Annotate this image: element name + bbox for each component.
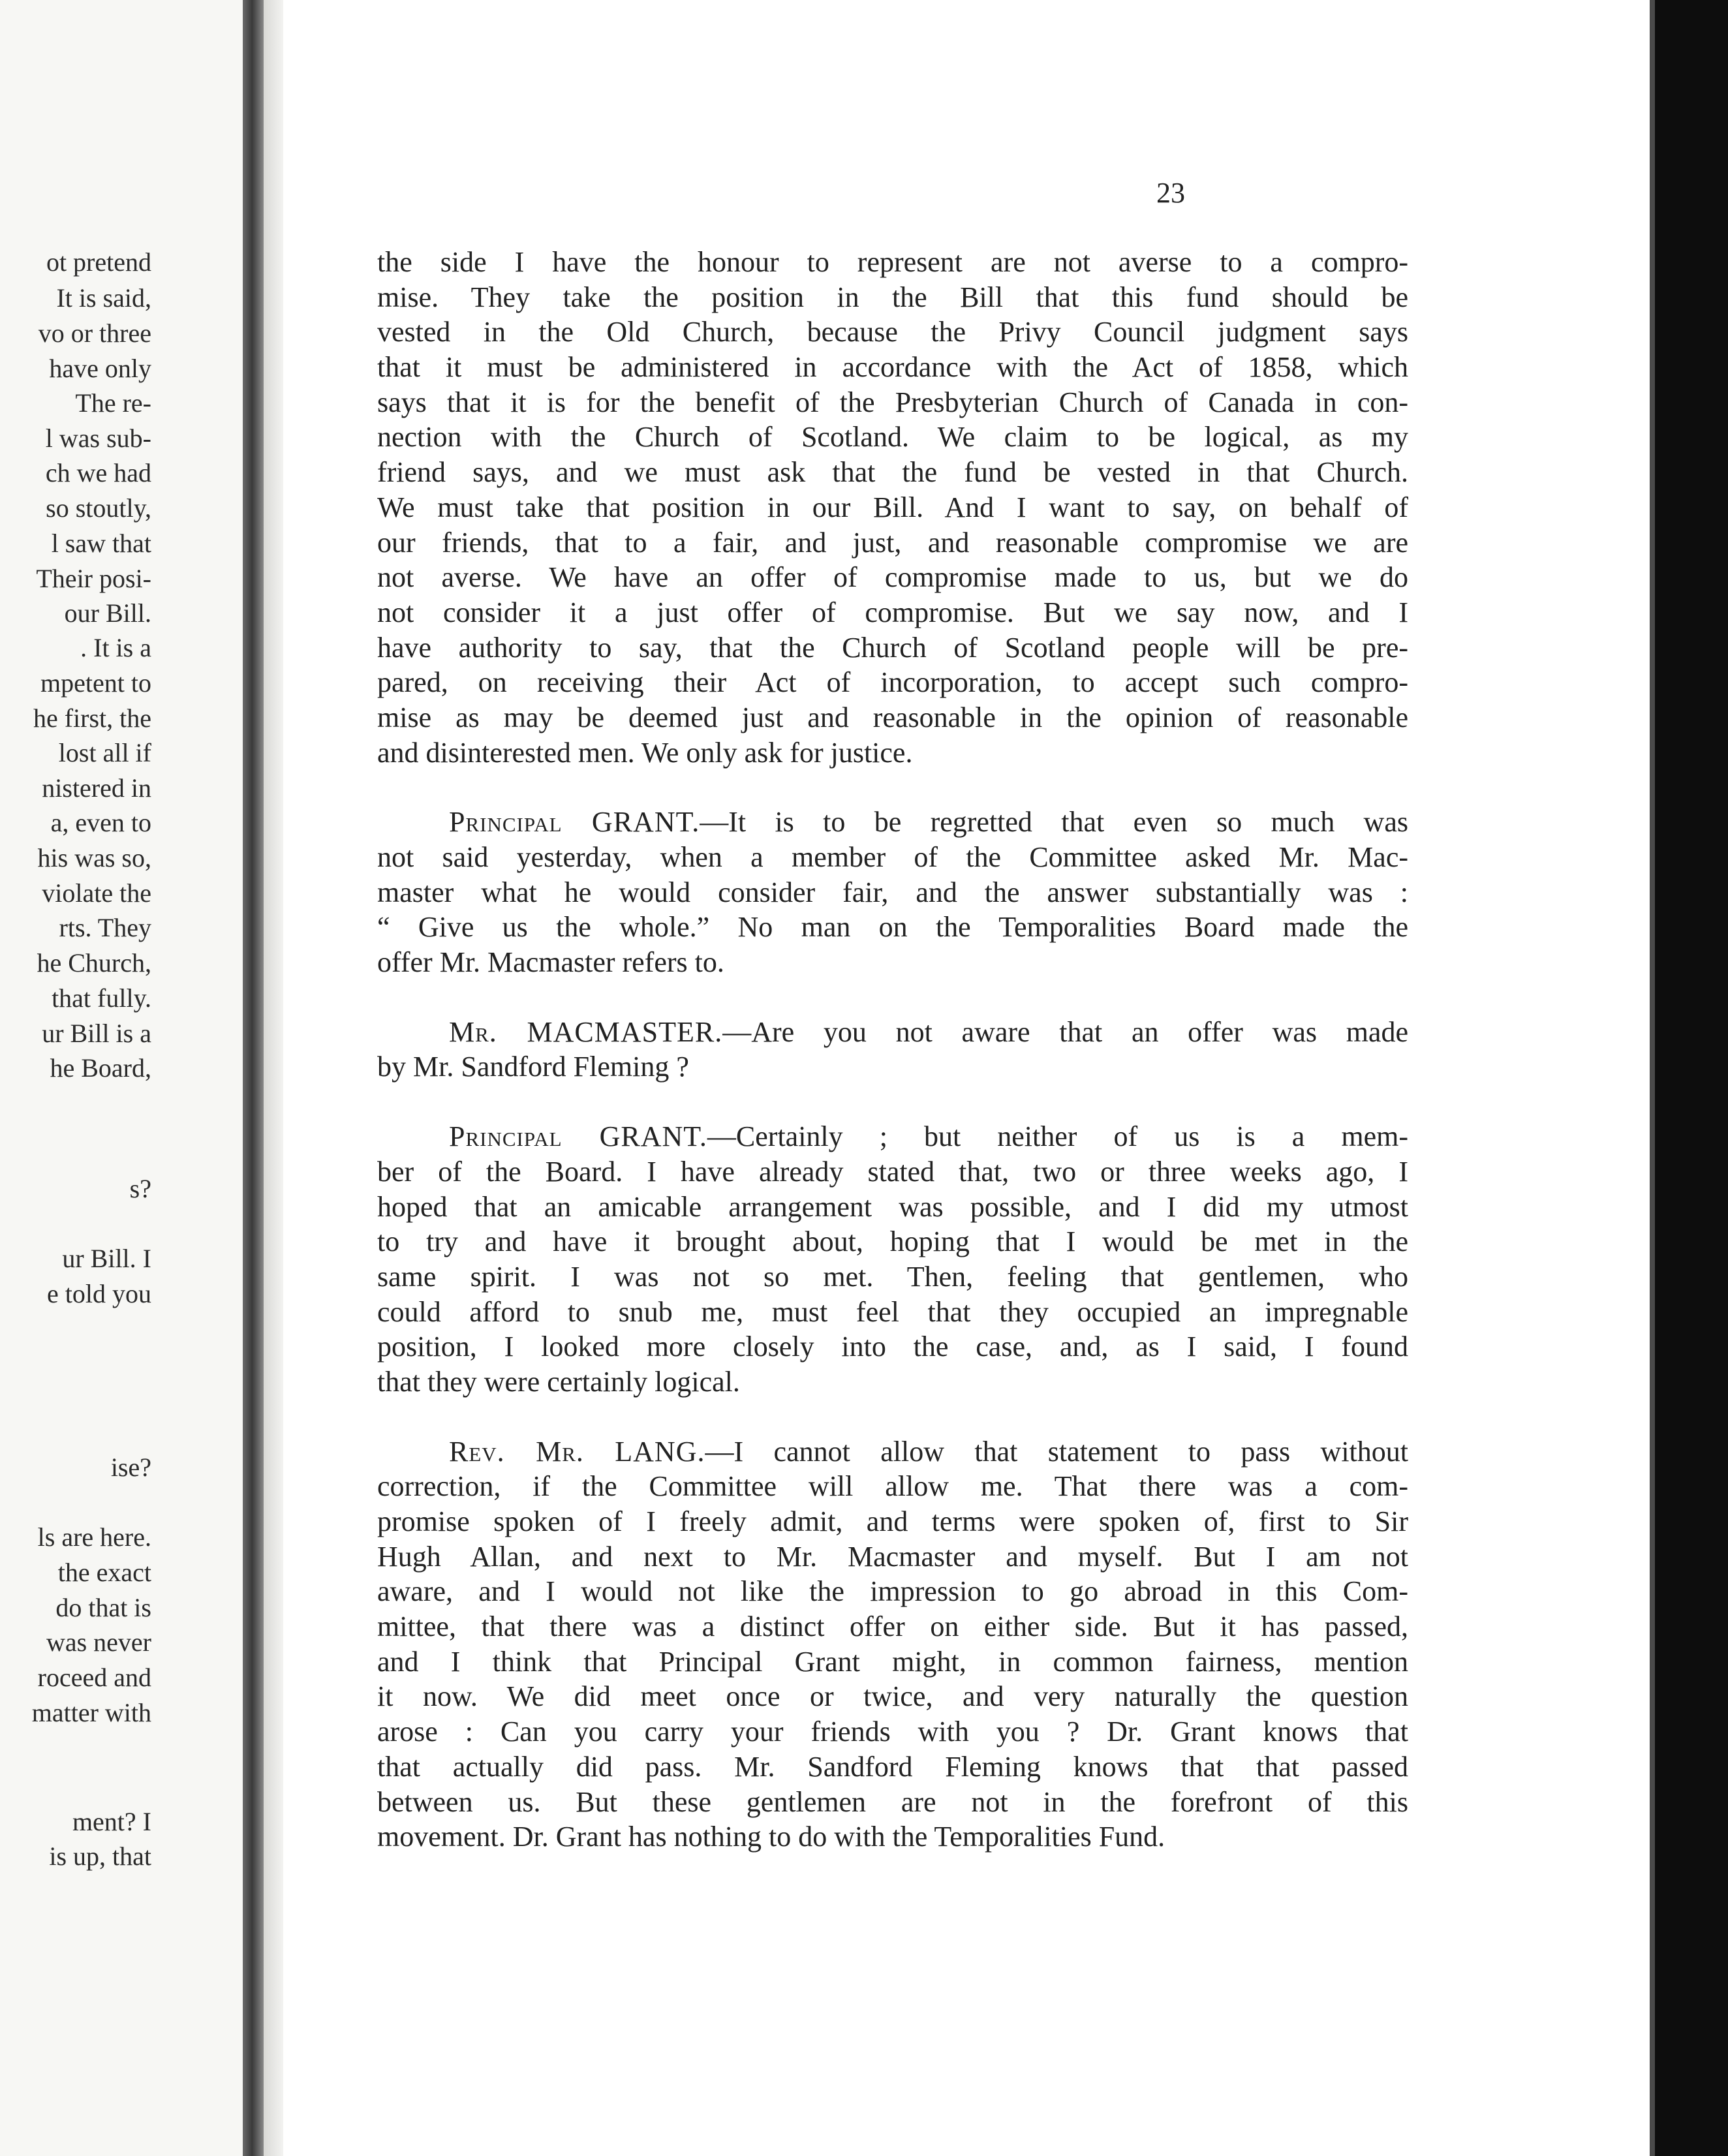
facing-page	[0, 0, 243, 2156]
text-line: master what he would consider fair, and the answer substantially was :	[377, 876, 1408, 908]
facing-page-line: our Bill.	[64, 598, 151, 628]
paragraph	[377, 1119, 1408, 1400]
text-line: it now. We did meet once or twice, and very naturally the question	[377, 1680, 1408, 1713]
gutter-shadow	[264, 0, 283, 2156]
text-line: movement. Dr. Grant has nothing to do with the Temporalities Fund.	[377, 1821, 1165, 1853]
speaker-name: Principal GRANT.	[449, 1120, 707, 1153]
facing-page-line: mpetent to	[40, 668, 151, 698]
text-line: We must take that position in our Bill. And I want to say, on behalf of	[377, 491, 1408, 523]
paragraph-gap	[377, 980, 1408, 1015]
scan-edge	[1650, 0, 1728, 2156]
text-line: have authority to say, that the Church of Scotland people will be pre-	[377, 631, 1408, 664]
paragraph-gap	[377, 1085, 1408, 1119]
text-line: says that it is for the benefit of the Presbyterian Church of Canada in con-	[377, 386, 1408, 418]
facing-page-line: nistered in	[42, 773, 151, 803]
text-line: by Mr. Sandford Fleming ?	[377, 1051, 689, 1083]
text-line: Hugh Allan, and next to Mr. Macmaster and myself. But I am not	[377, 1540, 1408, 1573]
facing-page-line: roceed and	[37, 1663, 151, 1692]
text-line: correction, if the Committee will allow me. That there was a com-	[377, 1470, 1408, 1503]
facing-page-line: e told you	[47, 1279, 151, 1308]
text-line: mise. They take the position in the Bill that this fund should be	[377, 281, 1408, 313]
text-line: pared, on receiving their Act of incorporation, to accept such compro-	[377, 666, 1408, 699]
text-line: not averse. We have an offer of compromise made to us, but we do	[377, 561, 1408, 594]
text-line: mittee, that there was a distinct offer on either side. But it has passed,	[377, 1610, 1408, 1643]
facing-page-line: ise?	[110, 1453, 151, 1482]
text-line: position, I looked more closely into the case, and, as I said, I found	[377, 1331, 1408, 1363]
text-line: promise spoken of I freely admit, and terms were spoken of, first to Sir	[377, 1505, 1408, 1537]
paragraph	[377, 245, 1408, 770]
speech-lead: —Are you not aware that an offer was made	[722, 1015, 1408, 1048]
facing-page-line: he Church,	[37, 948, 151, 978]
body-text	[377, 245, 1408, 1855]
facing-page-line: do that is	[55, 1593, 151, 1622]
text-line: same spirit. I was not so met. Then, feeling that gentlemen, who	[377, 1260, 1408, 1293]
facing-page-line: ls are here.	[37, 1522, 151, 1552]
facing-page-line: is up, that	[49, 1841, 151, 1871]
facing-page-line: ment? I	[72, 1807, 151, 1836]
text-line: offer Mr. Macmaster refers to.	[377, 946, 724, 979]
text-line: and I think that Principal Grant might, in common fairness, mention	[377, 1645, 1408, 1678]
text-line: friend says, and we must ask that the fund be vested in that Church.	[377, 456, 1408, 489]
facing-page-line: s?	[129, 1174, 151, 1203]
facing-page-line: have only	[49, 354, 151, 383]
facing-page-line: . It is a	[80, 633, 151, 662]
speaker-name: Principal GRANT.	[449, 806, 700, 839]
facing-page-line: Their posi-	[36, 564, 151, 593]
paragraph-first-line	[377, 1434, 1408, 1470]
facing-page-line: lost all if	[58, 738, 151, 767]
text-line: ber of the Board. I have already stated that, two or three weeks ago, I	[377, 1155, 1408, 1188]
speech-lead: —It is to be regretted that even so much was	[700, 806, 1408, 839]
paragraph-first-line	[377, 1119, 1408, 1154]
text-line: vested in the Old Church, because the Privy Council judgment says	[377, 316, 1408, 348]
text-line: to try and have it brought about, hoping that I would be met in the	[377, 1225, 1408, 1258]
binding-gutter	[243, 0, 264, 2156]
facing-page-line: violate the	[42, 878, 151, 908]
text-line: hoped that an amicable arrangement was possible, and I did my utmost	[377, 1190, 1408, 1223]
text-line: aware, and I would not like the impression to go abroad in this Com-	[377, 1575, 1408, 1608]
facing-page-line: ur Bill. I	[62, 1244, 151, 1273]
paragraph-gap	[377, 1400, 1408, 1434]
paragraph-first-line	[377, 805, 1408, 840]
facing-page-line: ch we had	[45, 458, 151, 487]
facing-page-line: l saw that	[51, 529, 151, 558]
speech-lead: —Certainly ; but neither of us is a mem-	[707, 1120, 1408, 1153]
text-line: “ Give us the whole.” No man on the Temporalities Board made the	[377, 911, 1408, 944]
text-line: our friends, that to a fair, and just, and reasonable compromise we are	[377, 526, 1408, 559]
text-line: could afford to snub me, must feel that they occupied an impregnable	[377, 1295, 1408, 1328]
facing-page-line: ur Bill is a	[42, 1019, 151, 1048]
text-line: that actually did pass. Mr. Sandford Fleming knows that that passed	[377, 1750, 1408, 1783]
text-line: mise as may be deemed just and reasonable in the opinion of reasonable	[377, 701, 1408, 733]
speech-lead: —I cannot allow that statement to pass without	[705, 1435, 1408, 1468]
speaker-name: Mr. MACMASTER.	[449, 1015, 723, 1048]
text-line: not consider it a just offer of compromise. But we say now, and I	[377, 596, 1408, 628]
facing-page-line: the exact	[57, 1558, 151, 1587]
text-line: and disinterested men. We only ask for justice.	[377, 736, 913, 769]
text-line: that they were certainly logical.	[377, 1365, 740, 1398]
facing-page-line: rts. They	[59, 913, 151, 942]
paragraph	[377, 1015, 1408, 1085]
paragraph-first-line	[377, 1015, 1408, 1050]
text-line: not said yesterday, when a member of the Committee asked Mr. Mac-	[377, 841, 1408, 873]
facing-page-line: was never	[46, 1627, 151, 1657]
facing-page-line: a, even to	[50, 808, 151, 837]
page-number: 23	[1156, 177, 1185, 209]
paragraph-gap	[377, 770, 1408, 805]
text-line: that it must be administered in accordance with the Act of 1858, which	[377, 351, 1408, 384]
facing-page-line: ot pretend	[46, 247, 151, 277]
speaker-name: Rev. Mr. LANG.	[449, 1435, 705, 1468]
facing-page-line: he first, the	[33, 703, 151, 733]
facing-page-line: that fully.	[52, 983, 151, 1013]
facing-page-line: vo or three	[38, 318, 151, 348]
text-line: the side I have the honour to represent are not averse to a compro-	[377, 246, 1408, 278]
facing-page-line: l was sub-	[45, 424, 151, 453]
text-line: between us. But these gentlemen are not in the forefront of this	[377, 1785, 1408, 1818]
text-line: nection with the Church of Scotland. We claim to be logical, as my	[377, 421, 1408, 454]
scan-edge-strip	[1650, 0, 1655, 2156]
paragraph	[377, 805, 1408, 979]
facing-page-line: he Board,	[50, 1053, 151, 1083]
facing-page-line: his was so,	[37, 843, 151, 872]
facing-page-line: The re-	[75, 388, 151, 418]
facing-page-line: It is said,	[56, 283, 151, 313]
paragraph	[377, 1434, 1408, 1855]
facing-page-line: so stoutly,	[46, 493, 151, 523]
facing-page-line: matter with	[31, 1698, 151, 1727]
text-line: arose : Can you carry your friends with you ? Dr. Grant knows that	[377, 1716, 1408, 1748]
